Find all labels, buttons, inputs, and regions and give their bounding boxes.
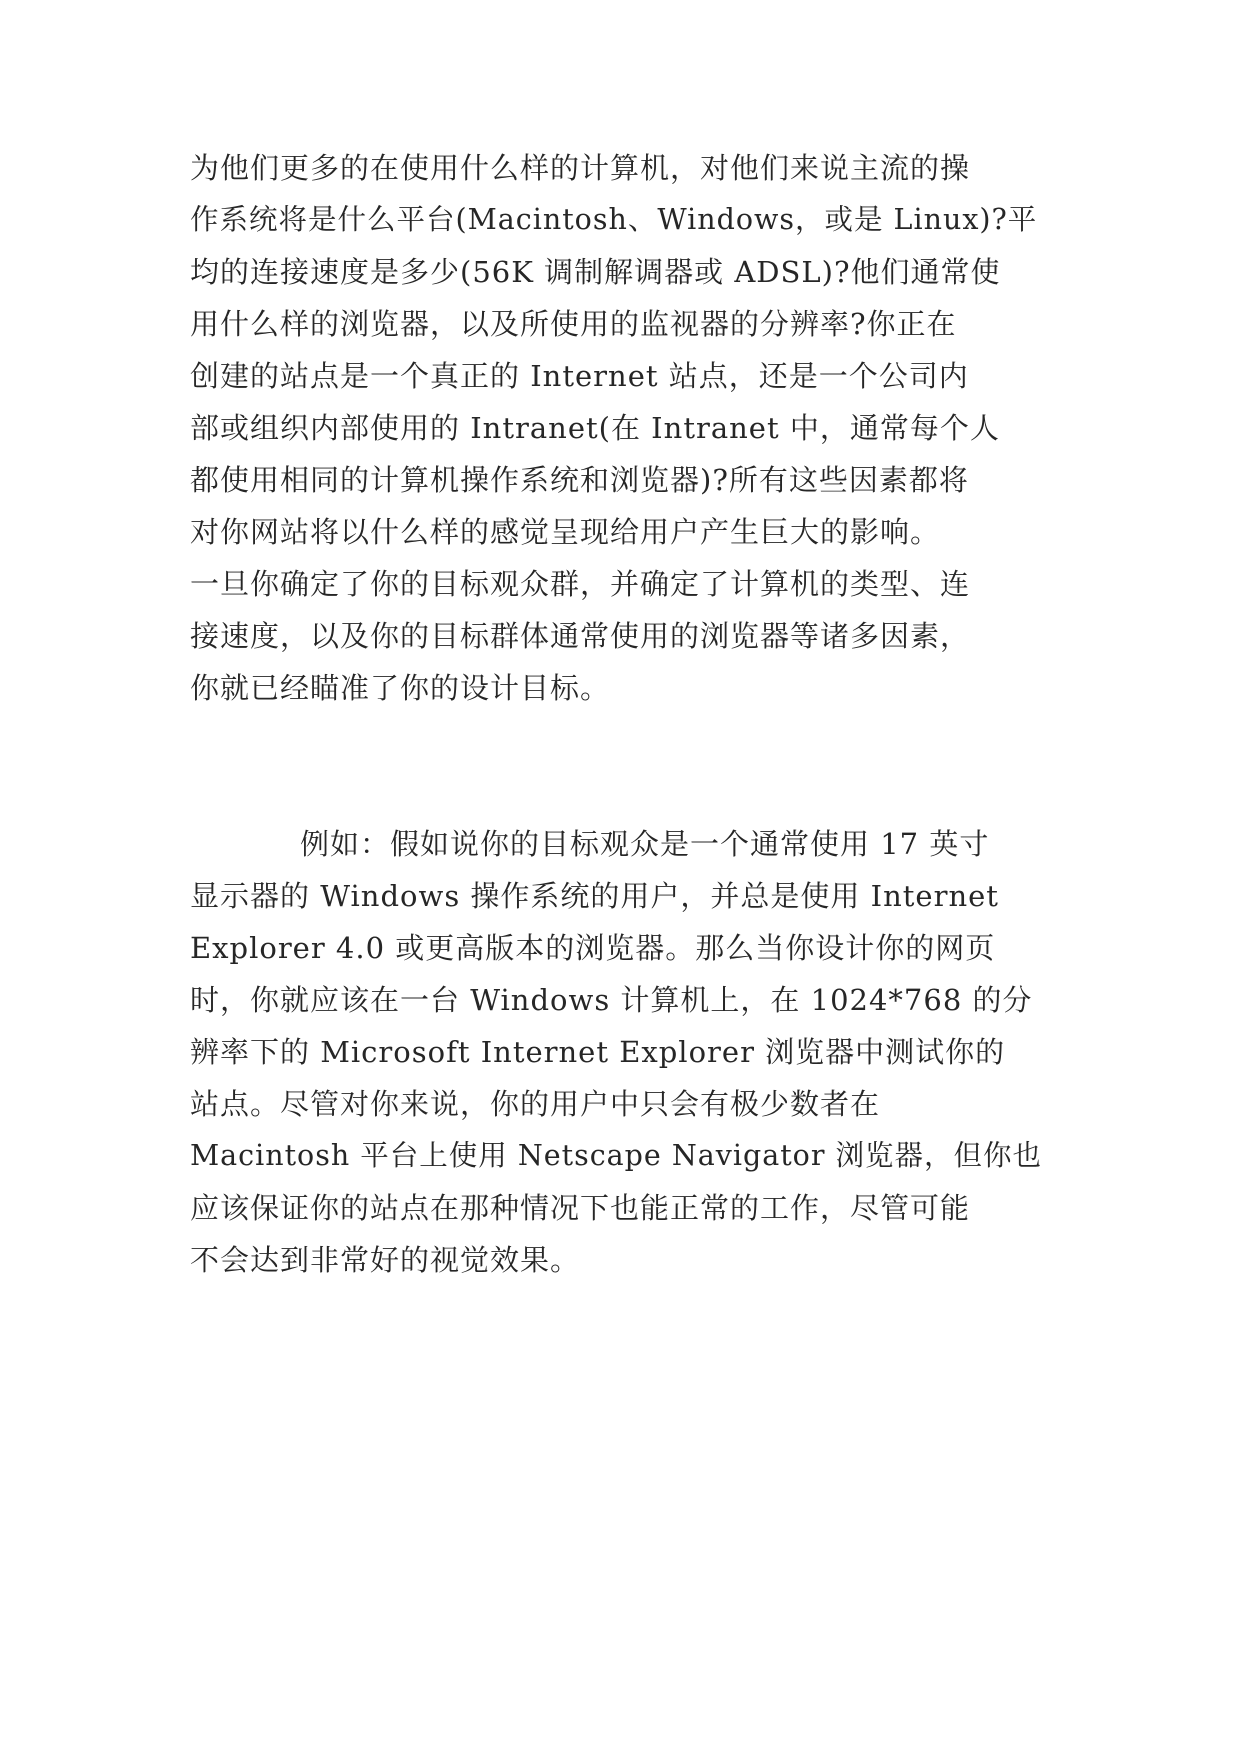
text-line: 都使用相同的计算机操作系统和浏览器)?所有这些因素都将: [190, 463, 969, 497]
text-line: Macintosh 平台上使用 Netscape Navigator 浏览器，但你也: [190, 1139, 1042, 1172]
text-line: 例如：假如说你的目标观众是一个通常使用 17 英寸: [300, 827, 990, 861]
text-line: 部或组织内部使用的 Intranet(在 Intranet 中，通常每个人: [190, 411, 1000, 445]
text-line: 一旦你确定了你的目标观众群，并确定了计算机的类型、连: [190, 567, 971, 601]
text-line: 对你网站将以什么样的感觉呈现给用户产生巨大的影响。: [190, 515, 941, 549]
text-line: 接速度，以及你的目标群体通常使用的浏览器等诸多因素，: [190, 619, 971, 653]
text-line: 显示器的 Windows 操作系统的用户，并总是使用 Internet: [190, 879, 999, 913]
text-line: 不会达到非常好的视觉效果。: [190, 1243, 581, 1277]
text-line: 创建的站点是一个真正的 Internet 站点，还是一个公司内: [190, 359, 969, 393]
text-line: 你就已经瞄准了你的设计目标。: [190, 671, 611, 705]
text-line: 均的连接速度是多少(56K 调制解调器或 ADSL)?他们通常使: [190, 255, 1001, 289]
text-line: Explorer 4.0 或更高版本的浏览器。那么当你设计你的网页: [190, 931, 996, 965]
text-line: 站点。尽管对你来说，你的用户中只会有极少数者在: [190, 1087, 881, 1121]
text-line: 作系统将是什么平台(Macintosh、Windows，或是 Linux)?平: [190, 203, 1038, 236]
text-line: 用什么样的浏览器，以及所使用的监视器的分辨率?你正在: [190, 307, 957, 341]
text-line: 辨率下的 Microsoft Internet Explorer 浏览器中测试你的: [190, 1035, 1006, 1069]
text-line: 应该保证你的站点在那种情况下也能正常的工作，尽管可能: [190, 1191, 971, 1225]
text-line: 为他们更多的在使用什么样的计算机，对他们来说主流的操: [190, 151, 971, 185]
text-line: 时，你就应该在一台 Windows 计算机上，在 1024*768 的分: [190, 983, 1033, 1017]
